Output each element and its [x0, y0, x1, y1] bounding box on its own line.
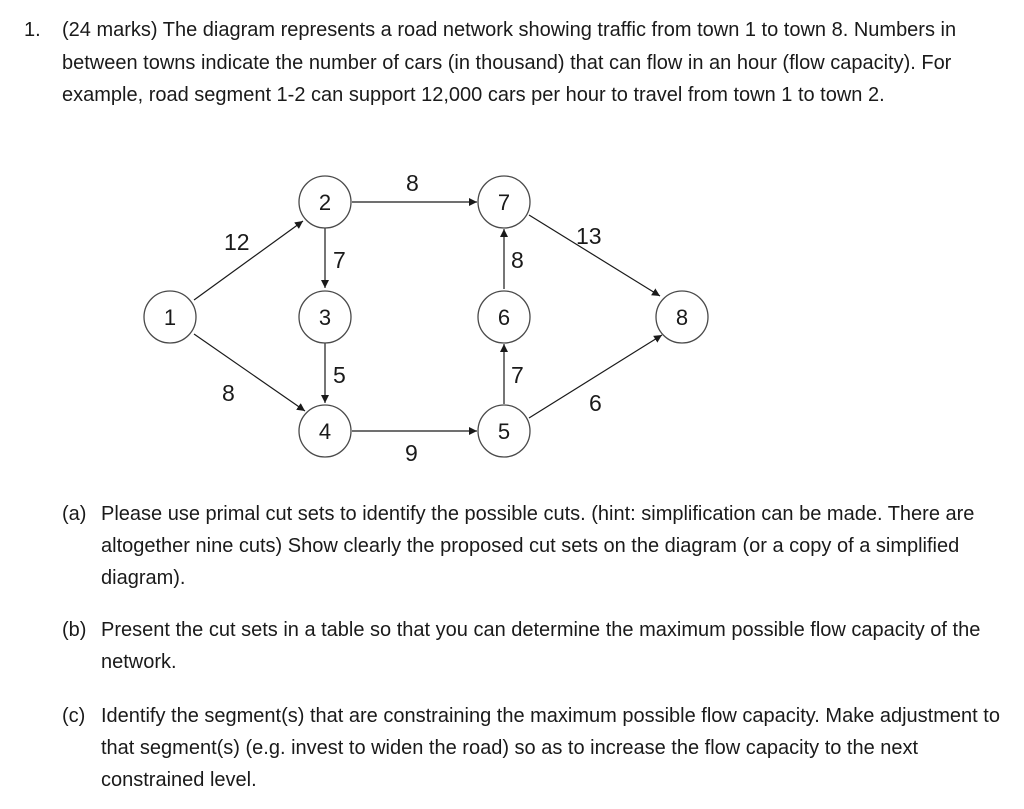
- town-node-1: [144, 291, 196, 343]
- road-network-diagram: [0, 160, 1024, 480]
- capacity-label-1-4: 8: [222, 380, 235, 406]
- capacity-label-4-5: 9: [405, 440, 418, 466]
- town-label-7: 7: [497, 190, 511, 215]
- part-c-text: Identify the segment(s) that are constraining the maximum possible flow capacity. Make adjustment to that segment(s) (e.g. invest to widen the road) so as to increase the flow capacity to the next constrained level.: [101, 705, 1000, 791]
- town-label-6: 6: [497, 305, 511, 330]
- part-a-text: Please use primal cut sets to identify the possible cuts. (hint: simplification can be made. There are altogether nine cuts) Show clearly the proposed cut sets on the diagram (or a copy of a simplified diagram).: [101, 503, 975, 589]
- town-node-8: [656, 291, 708, 343]
- capacity-label-1-2: 12: [224, 229, 250, 255]
- town-node-6: [478, 291, 530, 343]
- question-intro: (24 marks) The diagram represents a road network showing traffic from town 1 to town 8. Numbers in between towns indicate the number of cars (in thousand) that can flow in an hour (flow capacity). For example, road segment 1-2 can support 12,000 cars per hour to travel from town 1 to town 2.: [62, 19, 957, 106]
- town-label-4: 4: [318, 419, 332, 444]
- edge-1-4: [194, 334, 305, 411]
- part-b-text: Present the cut sets in a table so that you can determine the maximum possible flow capacity of the network.: [101, 619, 981, 673]
- part-c-letter: (c): [62, 705, 86, 727]
- capacity-label-5-8: 6: [589, 390, 602, 416]
- capacity-label-3-4: 5: [333, 362, 346, 388]
- part-b-letter: (b): [62, 619, 87, 641]
- town-node-2: [299, 176, 351, 228]
- town-label-1: 1: [163, 305, 177, 330]
- town-node-5: [478, 405, 530, 457]
- town-node-4: [299, 405, 351, 457]
- town-label-8: 8: [675, 305, 689, 330]
- question-number: 1.: [24, 19, 41, 41]
- capacity-label-5-6: 7: [511, 362, 524, 388]
- capacity-label-2-3: 7: [333, 247, 346, 273]
- capacity-label-6-7: 8: [511, 247, 524, 273]
- town-node-7: [478, 176, 530, 228]
- town-label-3: 3: [318, 305, 332, 330]
- town-label-2: 2: [318, 190, 332, 215]
- town-node-3: [299, 291, 351, 343]
- town-label-5: 5: [497, 419, 511, 444]
- capacity-label-2-7: 8: [406, 170, 419, 196]
- capacity-label-7-8: 13: [576, 223, 602, 249]
- part-a-letter: (a): [62, 503, 87, 525]
